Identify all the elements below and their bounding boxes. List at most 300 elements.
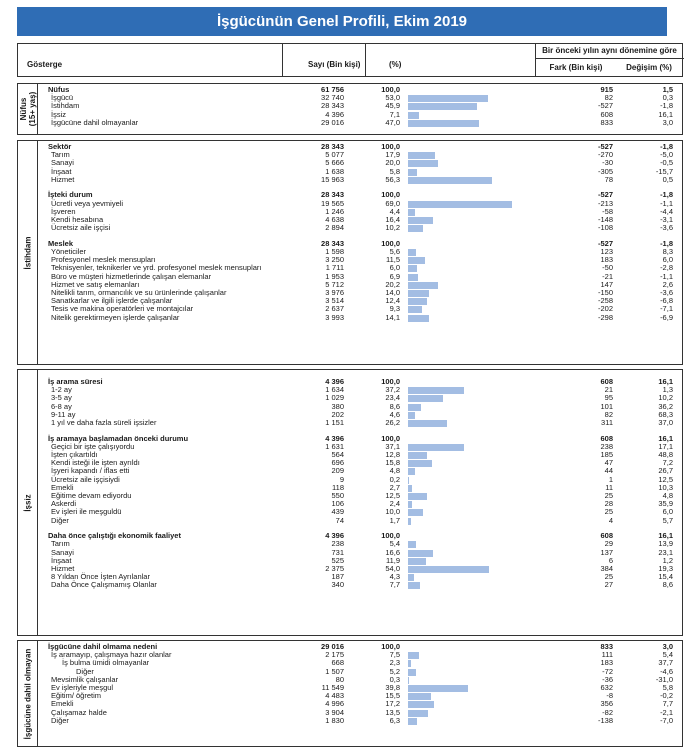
- row-fark: 25: [604, 572, 613, 582]
- row-pct: 2,4: [389, 499, 400, 509]
- row-label: Teknisyenler, teknikerler ve yrd. profesyonel meslek mensupları: [51, 263, 262, 273]
- row-degisim: -5,0: [660, 150, 673, 160]
- row-sayi: 106: [331, 499, 344, 509]
- row-sayi: 1 638: [325, 166, 344, 176]
- pct-bar: [408, 395, 443, 402]
- row-pct: 100,0: [381, 190, 400, 200]
- row-sayi: 3 976: [325, 287, 344, 297]
- row-fark: -150: [597, 287, 613, 297]
- section-label-text: İşsiz: [23, 493, 32, 512]
- row-label: Ücretsiz aile işçisi: [51, 223, 111, 233]
- row-pct: 23,4: [385, 393, 400, 403]
- row-fark: -36: [602, 674, 613, 684]
- row-fark: -21: [602, 271, 613, 281]
- row-degisim: 0,5: [662, 174, 673, 184]
- row-fark: -50: [602, 263, 613, 273]
- row-pct: 9,3: [389, 304, 400, 314]
- pct-bar: [408, 468, 415, 475]
- row-fark: 311: [601, 418, 613, 427]
- row-label: 9-11 ay: [51, 409, 76, 419]
- row-degisim: 36,2: [658, 401, 673, 411]
- row-label: Ev işleri ile meşguldü: [51, 507, 122, 517]
- table-row: [48, 273, 678, 281]
- table-row: [48, 668, 678, 676]
- row-label: Hizmet ve satış elemanları: [51, 279, 140, 289]
- pct-bar: [408, 420, 447, 427]
- section-label-text: İstihdam: [23, 236, 32, 269]
- table-row: [48, 709, 678, 717]
- row-fark: -213: [597, 198, 613, 208]
- row-fark: 101: [600, 401, 613, 411]
- row-fark: 238: [600, 441, 613, 451]
- row-sayi: 4 396: [325, 531, 344, 541]
- row-degisim: 12,5: [658, 474, 673, 484]
- row-sayi: 340: [331, 580, 344, 590]
- row-label: Tarım: [51, 150, 70, 160]
- section-label: [18, 370, 38, 635]
- row-fark: -527: [597, 238, 613, 248]
- row-fark: 11: [605, 482, 613, 492]
- table-row: [48, 86, 678, 94]
- row-fark: 44: [604, 466, 613, 476]
- pct-bar: [408, 710, 428, 717]
- row-pct: 5,6: [389, 246, 400, 256]
- row-sayi: 4 396: [325, 109, 344, 119]
- table-row: [48, 459, 678, 467]
- row-degisim: 5,4: [662, 650, 673, 660]
- pct-bar: [408, 257, 425, 264]
- table-row: [48, 378, 678, 386]
- row-fark: -305: [597, 166, 613, 176]
- row-label: Hizmet: [51, 563, 75, 573]
- row-label: İstihdam: [51, 101, 80, 111]
- row-label: Kendi isteği ile işten ayrıldı: [51, 458, 140, 468]
- table-row: [48, 224, 678, 232]
- row-sayi: 4 396: [325, 377, 344, 386]
- row-sayi: 668: [331, 658, 344, 668]
- table-row: [48, 216, 678, 224]
- row-pct: 100,0: [381, 531, 400, 541]
- col-prev: Bir önceki yılın aynı dönemine göre: [535, 44, 684, 59]
- table-row: [48, 659, 678, 667]
- row-label: İşveren: [51, 206, 76, 216]
- table-row: [48, 176, 678, 184]
- row-degisim: 26,7: [658, 466, 673, 476]
- row-degisim: -3,6: [660, 287, 673, 297]
- row-pct: 56,3: [385, 174, 400, 184]
- row-sayi: 380: [331, 401, 344, 411]
- row-fark: 47: [604, 458, 613, 468]
- row-sayi: 74: [335, 515, 344, 525]
- pct-bar: [408, 152, 435, 159]
- row-pct: 11,5: [385, 255, 400, 265]
- pct-bar: [408, 701, 434, 708]
- row-sayi: 3 514: [325, 296, 344, 306]
- pct-bar: [408, 177, 492, 184]
- row-label: 3-5 ay: [51, 393, 72, 403]
- row-pct: 37,2: [385, 385, 400, 395]
- row-label: İşsiz: [51, 109, 66, 119]
- row-fark: -270: [597, 150, 613, 160]
- row-degisim: 2,6: [662, 279, 673, 289]
- row-sayi: 5 666: [325, 158, 344, 168]
- pct-bar: [408, 95, 488, 102]
- row-sayi: 3 250: [325, 255, 344, 265]
- row-degisim: 5,8: [662, 683, 673, 692]
- row-fark: 6: [608, 555, 613, 565]
- row-sayi: 3 904: [325, 707, 344, 717]
- row-degisim: 7,2: [662, 458, 673, 468]
- row-fark: 29: [604, 539, 613, 549]
- section-label: [18, 641, 38, 746]
- row-sayi: 1 029: [325, 393, 344, 403]
- row-sayi: 118: [332, 482, 344, 492]
- row-pct: 4,4: [389, 206, 400, 216]
- row-pct: 53,0: [385, 93, 400, 103]
- row-degisim: -2,8: [660, 263, 673, 273]
- row-sayi: 550: [331, 490, 344, 500]
- pct-bar: [408, 298, 427, 305]
- row-label: İşteki durum: [48, 190, 93, 200]
- row-pct: 5,8: [389, 166, 400, 176]
- pct-bar: [408, 120, 479, 127]
- row-pct: 100,0: [381, 142, 400, 151]
- row-label: Nüfus: [48, 85, 70, 94]
- row-pct: 1,7: [389, 515, 400, 525]
- pct-bar: [408, 550, 433, 557]
- row-sayi: 202: [331, 409, 344, 419]
- row-degisim: 37,0: [658, 418, 673, 427]
- pct-bar: [408, 412, 415, 419]
- row-degisim: 16,1: [658, 109, 673, 119]
- row-pct: 10,2: [385, 223, 400, 233]
- row-degisim: 4,8: [662, 490, 673, 500]
- row-fark: 78: [604, 174, 613, 184]
- row-label: Sektör: [48, 142, 72, 151]
- row-pct: 45,9: [385, 101, 400, 111]
- row-pct: 37,1: [385, 441, 400, 451]
- table-row: [48, 508, 678, 516]
- row-label: Sanatkarlar ve ilgili işlerde çalışanlar: [51, 296, 173, 306]
- row-fark: 25: [604, 507, 613, 517]
- row-pct: 20,2: [385, 279, 400, 289]
- row-fark: 183: [600, 255, 613, 265]
- row-pct: 6,9: [389, 271, 400, 281]
- section-label: [18, 141, 38, 364]
- row-degisim: -3,6: [660, 223, 673, 233]
- row-sayi: 4 638: [325, 214, 344, 224]
- row-label: Eğitime devam ediyordu: [51, 490, 132, 500]
- table-row: [48, 492, 678, 500]
- row-fark: -72: [602, 666, 613, 676]
- row-label: Emekli: [51, 482, 74, 492]
- row-fark: -108: [597, 223, 613, 233]
- row-sayi: 2 175: [325, 650, 344, 660]
- row-sayi: 1 246: [325, 206, 344, 216]
- row-pct: 12,8: [385, 449, 400, 459]
- pct-bar: [408, 718, 417, 725]
- row-label: Meslek: [48, 238, 74, 248]
- row-fark: 82: [604, 409, 613, 419]
- table-row: [48, 386, 678, 394]
- row-fark: 123: [600, 246, 613, 256]
- row-fark: 25: [604, 490, 613, 500]
- row-label: Çalışamaz halde: [51, 707, 107, 717]
- pct-bar: [408, 582, 420, 589]
- row-sayi: 11 549: [321, 683, 344, 692]
- row-pct: 20,0: [385, 158, 400, 168]
- row-degisim: -7,0: [660, 715, 673, 725]
- row-label: İş aramaya başlamadan önceki durumu: [48, 433, 189, 443]
- row-degisim: -6,8: [660, 296, 673, 306]
- row-pct: 16,6: [385, 547, 400, 557]
- row-fark: 608: [600, 109, 613, 119]
- row-label: Ücretli veya yevmiyeli: [51, 198, 124, 208]
- pct-bar: [408, 404, 421, 411]
- row-fark: 183: [600, 658, 613, 668]
- table-row: [48, 159, 678, 167]
- section-label-text: Nüfus (15+ yaş): [18, 91, 37, 127]
- row-label: İnşaat: [51, 166, 72, 176]
- table-row: [48, 500, 678, 508]
- pct-bar: [408, 485, 412, 492]
- row-pct: 69,0: [385, 198, 400, 208]
- row-sayi: 4 483: [325, 691, 344, 701]
- row-fark: 384: [600, 563, 613, 573]
- section-label-text: İşgücüne dahil olmayan: [23, 648, 32, 739]
- pct-bar: [408, 566, 489, 573]
- row-fark: 608: [600, 531, 613, 541]
- row-degisim: 7,7: [662, 699, 673, 709]
- row-fark: 137: [600, 547, 613, 557]
- row-sayi: 1 711: [325, 263, 344, 273]
- row-pct: 5,2: [389, 666, 400, 676]
- table-row: [48, 435, 678, 443]
- row-degisim: -4,4: [660, 206, 673, 216]
- row-label: Daha Önce Çalışmamış Olanlar: [51, 580, 157, 590]
- row-pct: 4,8: [389, 466, 400, 476]
- row-degisim: -1,1: [660, 271, 673, 281]
- table-row: [48, 684, 678, 692]
- row-sayi: 9: [339, 474, 344, 484]
- row-degisim: 35,9: [658, 499, 673, 509]
- row-pct: 2,3: [389, 658, 400, 668]
- row-fark: -82: [602, 707, 613, 717]
- row-sayi: 32 740: [321, 93, 344, 103]
- row-sayi: 2 637: [325, 304, 344, 314]
- row-label: Ücretsiz aile işçisiydi: [51, 474, 120, 484]
- row-sayi: 29 016: [321, 642, 344, 651]
- pct-bar: [408, 201, 512, 208]
- row-pct: 4,3: [389, 572, 400, 582]
- row-pct: 13,5: [385, 707, 400, 717]
- table-header: [17, 43, 683, 77]
- row-degisim: 6,0: [662, 255, 673, 265]
- table-row: [48, 200, 678, 208]
- pct-bar: [408, 509, 423, 516]
- table-row: [48, 549, 678, 557]
- col-gosterge: Gösterge: [27, 60, 63, 69]
- row-sayi: 1 507: [325, 666, 344, 676]
- row-sayi: 731: [331, 547, 344, 557]
- pct-bar: [408, 669, 416, 676]
- row-pct: 0,2: [389, 474, 400, 484]
- pct-bar: [408, 444, 464, 451]
- row-pct: 7,1: [389, 109, 400, 119]
- row-label: İşyeri kapandı / iflas etti: [51, 466, 130, 476]
- row-sayi: 28 343: [321, 101, 344, 111]
- pct-bar: [408, 282, 438, 289]
- row-label: Daha önce çalıştığı ekonomik faaliyet: [48, 531, 181, 541]
- row-fark: -30: [602, 158, 613, 168]
- row-pct: 54,0: [385, 563, 400, 573]
- row-label: Yöneticiler: [51, 246, 87, 256]
- row-degisim: -3,1: [660, 214, 673, 224]
- row-fark: 147: [600, 279, 613, 289]
- row-label: Sanayi: [51, 547, 74, 557]
- row-fark: -298: [597, 312, 613, 322]
- row-fark: 608: [600, 433, 613, 443]
- row-fark: -148: [597, 214, 613, 224]
- row-degisim: -4,6: [660, 666, 673, 676]
- pct-bar: [408, 387, 464, 394]
- col-sayi: Sayı (Bin kişi): [308, 60, 361, 69]
- row-sayi: 209: [331, 466, 344, 476]
- row-sayi: 564: [331, 449, 344, 459]
- row-label: Profesyonel meslek mensupları: [51, 255, 156, 265]
- row-pct: 2,7: [389, 482, 400, 492]
- row-degisim: 48,8: [658, 449, 673, 459]
- row-degisim: 16,1: [658, 531, 673, 541]
- row-degisim: 8,6: [662, 580, 673, 590]
- row-label: Nitelikli tarım, ormancılık ve su ürünlerinde çalışanlar: [51, 287, 227, 297]
- row-degisim: 3,0: [662, 117, 673, 127]
- row-pct: 15,8: [385, 458, 400, 468]
- row-degisim: -15,7: [655, 166, 673, 176]
- pct-bar: [408, 660, 411, 667]
- pct-bar: [408, 290, 429, 297]
- pct-bar: [408, 685, 468, 692]
- row-fark: 111: [601, 650, 613, 660]
- row-sayi: 238: [331, 539, 344, 549]
- table-row: [48, 394, 678, 402]
- row-fark: -527: [597, 190, 613, 200]
- row-sayi: 525: [331, 555, 344, 565]
- page-title: İşgücünün Genel Profili, Ekim 2019: [17, 7, 667, 36]
- row-fark: 95: [604, 393, 613, 403]
- pct-bar: [408, 306, 422, 313]
- pct-bar: [408, 112, 419, 119]
- row-label: 6-8 ay: [51, 401, 72, 411]
- row-degisim: -1,8: [660, 238, 673, 248]
- row-label: İşten çıkartıldı: [51, 449, 98, 459]
- table-row: [48, 692, 678, 700]
- row-label: İşgücü: [51, 93, 74, 103]
- row-sayi: 28 343: [321, 238, 344, 248]
- table-row: [48, 517, 678, 525]
- col-fark: Fark (Bin kişi): [549, 63, 603, 72]
- pct-bar: [408, 518, 411, 525]
- row-degisim: -6,9: [660, 312, 673, 322]
- pct-bar: [408, 693, 431, 700]
- row-sayi: 29 016: [321, 117, 344, 127]
- table-row: [48, 403, 678, 411]
- row-label: İşgücüne dahil olmayanlar: [51, 117, 139, 127]
- row-degisim: 6,0: [662, 507, 673, 517]
- row-degisim: 17,1: [658, 441, 673, 451]
- row-degisim: 68,3: [658, 409, 673, 419]
- row-sayi: 696: [331, 458, 344, 468]
- table-row: [48, 419, 678, 427]
- table-row: [48, 557, 678, 565]
- row-degisim: 13,9: [658, 539, 673, 549]
- table-row: [48, 443, 678, 451]
- pct-bar: [408, 265, 417, 272]
- table-row: [48, 581, 678, 589]
- pct-bar: [408, 460, 432, 467]
- row-degisim: 19,3: [658, 563, 673, 573]
- row-degisim: 10,3: [658, 482, 673, 492]
- pct-bar: [408, 249, 416, 256]
- row-pct: 11,9: [385, 555, 400, 565]
- row-label: 1-2 ay: [51, 385, 72, 395]
- row-sayi: 439: [331, 507, 344, 517]
- row-sayi: 1 151: [325, 418, 344, 427]
- row-label: İş arama süresi: [48, 377, 103, 386]
- table-row: [48, 451, 678, 459]
- section-label: [18, 84, 38, 134]
- table-row: [48, 240, 678, 248]
- row-pct: 15,5: [385, 691, 400, 701]
- row-label: Diğer: [76, 666, 94, 676]
- row-fark: 185: [600, 449, 613, 459]
- row-sayi: 1 631: [325, 441, 344, 451]
- row-degisim: 5,7: [662, 515, 673, 525]
- row-pct: 39,8: [385, 683, 400, 692]
- row-sayi: 187: [331, 572, 344, 582]
- row-sayi: 1 598: [325, 246, 344, 256]
- row-degisim: 10,2: [658, 393, 673, 403]
- row-label: İş aramayıp, çalışmaya hazır olanlar: [51, 650, 172, 660]
- row-pct: 100,0: [381, 642, 400, 651]
- row-sayi: 19 565: [321, 198, 344, 208]
- row-pct: 6,3: [389, 715, 400, 725]
- row-label: Geçici bir işte çalışıyordu: [51, 441, 135, 451]
- row-sayi: 5 077: [325, 150, 344, 160]
- row-fark: 82: [604, 93, 613, 103]
- table-row: [48, 484, 678, 492]
- table-row: [48, 476, 678, 484]
- row-degisim: 16,1: [658, 433, 673, 443]
- pct-bar: [408, 103, 477, 110]
- row-label: Tesis ve makina operatörleri ve montajcılar: [51, 304, 194, 314]
- row-fark: 28: [604, 499, 613, 509]
- row-fark: 833: [600, 642, 613, 651]
- row-fark: 632: [600, 683, 613, 692]
- row-degisim: 0,3: [662, 93, 673, 103]
- row-fark: -527: [597, 142, 613, 151]
- table-row: [48, 314, 678, 322]
- table-row: [48, 119, 678, 127]
- row-degisim: 8,3: [662, 246, 673, 256]
- pct-bar: [408, 652, 419, 659]
- row-pct: 100,0: [381, 377, 400, 386]
- row-pct: 7,5: [389, 650, 400, 660]
- table-row: [48, 191, 678, 199]
- row-sayi: 28 343: [321, 142, 344, 151]
- row-fark: -202: [597, 304, 613, 314]
- row-pct: 14,1: [385, 312, 400, 322]
